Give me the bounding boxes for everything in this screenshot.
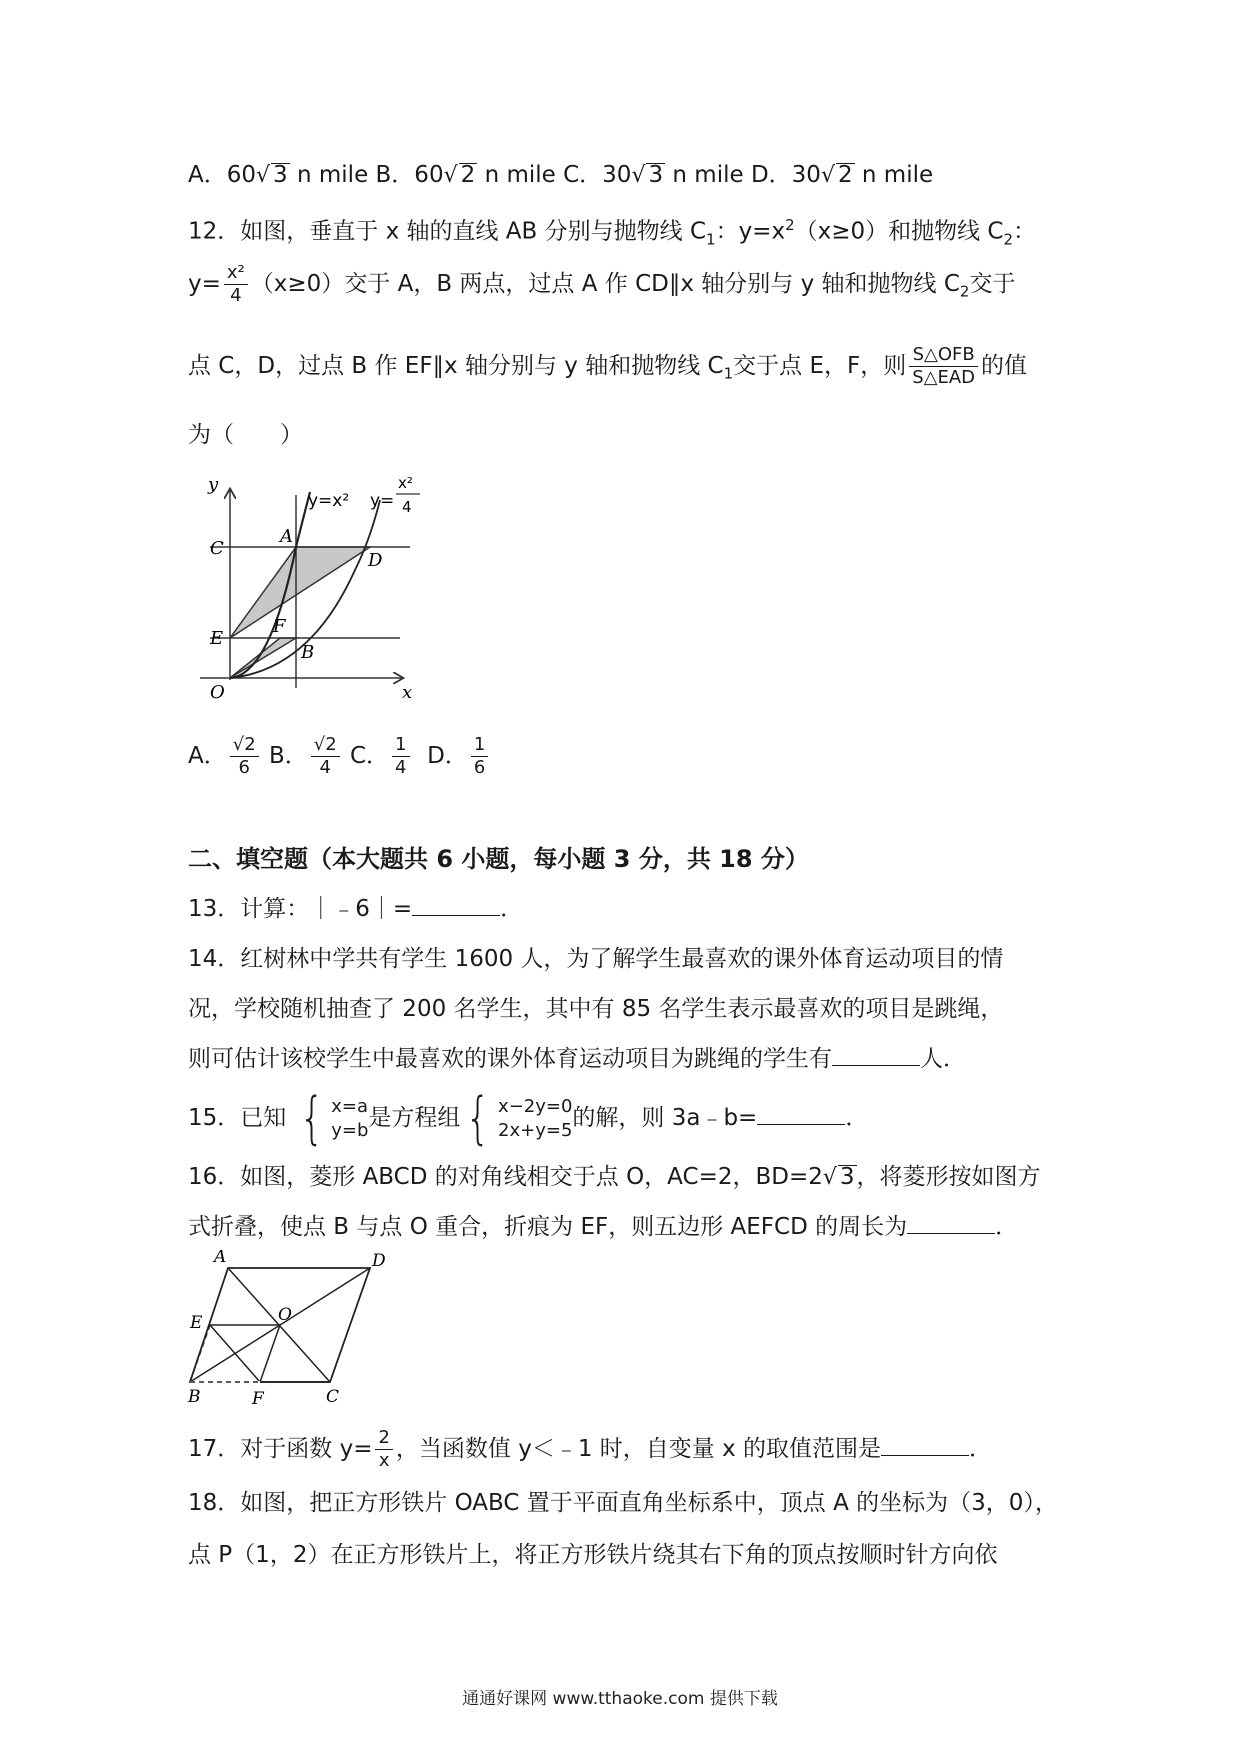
q14-answer-blank[interactable] <box>832 1043 920 1066</box>
label-a: A <box>214 1250 227 1267</box>
q16-answer-blank[interactable] <box>907 1211 995 1234</box>
label-curve2-pre: y= <box>370 491 395 511</box>
page-footer: 通通好课网 www.tthaoke.com 提供下载 <box>462 1689 778 1709</box>
option-b-fraction: $\frac{√2}{4}$ <box>311 734 340 779</box>
q12-line3: 点 C，D，过点 B 作 EF∥x 轴分别与 y 轴和抛物线 $C_1$交于点 E，F，则 $\frac{\text{S△OFB}}{\text{S△EAD}}$ 的值 <box>188 344 1028 388</box>
q12-line2: y= $\frac{\text{x²}}{4}$ （x≥0）交于 A，B 两点，过点 A 作 CD∥x 轴分别与 y 轴和抛物线 $C_2$交于 <box>188 262 1016 306</box>
function-fraction: $\frac{2}{x}$ <box>375 1427 392 1472</box>
label-d: D <box>372 1251 386 1271</box>
label-f: F <box>252 1389 264 1409</box>
system-2: { x−2y=0 2x+y=5 <box>465 1085 573 1151</box>
q17-answer-blank[interactable] <box>881 1433 969 1456</box>
triangle-ead <box>230 547 370 638</box>
q15-answer-blank[interactable] <box>757 1102 845 1125</box>
label-b: B <box>301 642 315 663</box>
label-y: y <box>208 474 219 495</box>
line-fo <box>260 1325 280 1382</box>
q12-options: A． $\frac{√2}{6}$ B． $\frac{√2}{4}$ C． $\frac{1}{4}$ D． $\frac{1}{6}$ <box>188 730 491 782</box>
q14-line2: 况，学校随机抽查了 200 名学生，其中有 85 名学生表示最喜欢的项目是跳绳， <box>188 996 1004 1022</box>
label-c: C <box>326 1387 340 1407</box>
q12-line1: 12．如图，垂直于 x 轴的直线 AB 分别与抛物线 $C_1$：$y=x^2(x\ge 0)$和抛物线 $C_2$： <box>188 216 1037 249</box>
label-c: C <box>210 538 224 559</box>
label-o: O <box>210 682 225 700</box>
label-o: O <box>278 1305 292 1325</box>
q13-answer-blank[interactable] <box>412 893 500 916</box>
q13: 13．计算：｜﹣6｜= ． <box>188 892 523 926</box>
q18-line1: 18．如图，把正方形铁片 OABC 置于平面直角坐标系中，顶点 A 的坐标为（3，0）， <box>188 1490 1058 1516</box>
system-1: { x=a y=b <box>298 1085 369 1151</box>
label-curve1: y=x² <box>308 491 350 511</box>
label-e: E <box>190 1313 203 1333</box>
q16-figure <box>180 1250 400 1410</box>
option-c-fraction: $\frac{1}{4}$ <box>392 734 409 779</box>
q18-line2: 点 P（1，2）在正方形铁片上，将正方形铁片绕其右下角的顶点按顺时针方向依 <box>188 1542 998 1568</box>
crease-ef <box>210 1325 260 1382</box>
label-b: B <box>188 1387 201 1407</box>
q16-line2: 式折叠，使点 B 与点 O 重合，折痕为 EF，则五边形 AEFCD 的周长为 ． <box>188 1210 1018 1244</box>
q15: 15．已知 { x=a y=b 是方程组 { x−2y=0 2x+y=5 的解，则 3a﹣b= ． <box>188 1085 869 1151</box>
label-curve2-num: x² <box>398 474 413 492</box>
q11-options: A．60√ 3 n mile B．60√ 2 n mile C．30√ 3 n mile D．30√ 2 n mile <box>188 162 934 188</box>
q16-line1: 16．如图，菱形 ABCD 的对角线相交于点 O，AC=2，BD=2√ 3，将菱形按如图方 <box>188 1164 1041 1190</box>
label-x: x <box>402 682 413 700</box>
area-ratio-fraction: $\frac{\text{S△OFB}}{\text{S△EAD}}$ <box>909 344 978 389</box>
label-f: F <box>273 616 286 637</box>
q12-figure <box>180 470 440 700</box>
option-a-fraction: $\frac{√2}{6}$ <box>230 734 259 779</box>
fraction: $\frac{\text{x²}}{4}$ <box>224 262 248 307</box>
q12-line4: 为（ ） <box>188 422 303 448</box>
label-curve2-den: 4 <box>402 498 412 516</box>
option-d-fraction: $\frac{1}{6}$ <box>471 734 488 779</box>
label-a: A <box>280 526 293 547</box>
q17: 17．对于函数 y= $\frac{2}{x}$ ，当函数值 y＜﹣1 时，自变量 x 的取值范围是 ． <box>188 1427 993 1471</box>
q14-line3: 则可估计该校学生中最喜欢的课外体育运动项目为跳绳的学生有 人． <box>188 1042 966 1076</box>
label-e: E <box>210 628 224 649</box>
label-d: D <box>368 550 383 571</box>
section2-title: 二、填空题（本大题共 6 小题，每小题 3 分，共 18 分） <box>188 845 809 873</box>
q14-line1: 14．红树林中学共有学生 1600 人，为了解学生最喜欢的课外体育运动项目的情 <box>188 946 1004 972</box>
